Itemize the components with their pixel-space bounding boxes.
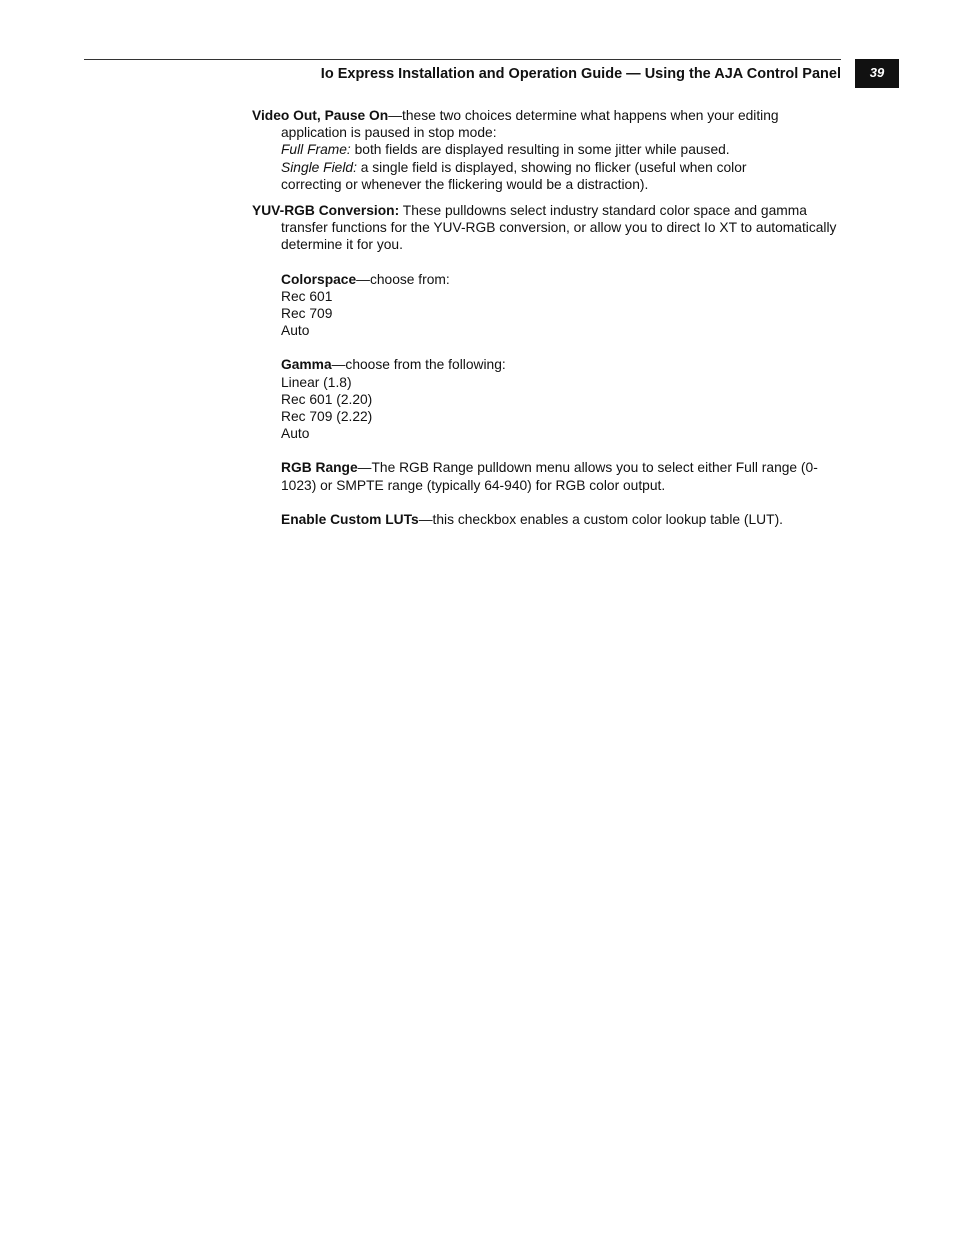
colorspace-option: Rec 709 [281,306,333,322]
page-number-badge: 39 [855,59,899,88]
spacer [252,193,872,202]
colorspace-option: Auto [281,323,310,339]
rgb-range-desc: —The RGB Range pulldown menu allows you to select either Full range (0- [357,460,818,476]
colorspace-option: Rec 601 [281,288,333,304]
yuv-rgb-desc: These pulldowns select industry standard color space and gamma [399,203,807,219]
custom-luts-line [281,511,872,528]
colorspace-desc: —choose from: [356,271,450,287]
spacer [281,339,872,356]
running-header-title: Io Express Installation and Operation Guide — Using the AJA Control Panel [320,66,841,82]
full-frame-label: Full Frame: [281,142,351,158]
gamma-heading [281,356,872,373]
video-out-desc-cont: application is paused in stop mode: [281,125,497,141]
video-out-desc: —these two choices determine what happens when your editing [388,108,779,123]
spacer [281,494,872,511]
video-out-term: Video Out, Pause On [252,108,389,123]
gamma-desc: —choose from the following: [331,357,506,373]
gamma-term: Gamma [281,357,332,373]
gamma-option: Linear (1.8) [281,374,352,390]
yuv-rgb-entry [252,202,872,528]
yuv-rgb-desc-cont2: determine it for you. [281,237,403,253]
rgb-range-first-line [281,459,872,476]
rgb-range-term: RGB Range [281,460,358,476]
gamma-option: Auto [281,426,310,442]
custom-luts-block [281,511,872,528]
gamma-option: Rec 709 (2.22) [281,409,373,425]
video-out-details [281,124,872,193]
yuv-rgb-desc-cont1: transfer functions for the YUV-RGB conversion, or allow you to direct Io XT to automatically [281,220,837,236]
single-field-label: Single Field: [281,159,357,175]
rgb-range-block [281,459,872,493]
spacer [281,442,872,459]
rgb-range-desc-cont: 1023) or SMPTE range (typically 64-940) for RGB color output. [281,477,666,493]
spacer [281,254,872,271]
single-field-cont: correcting or whenever the flickering would be a distraction). [281,176,649,192]
full-frame-line [281,141,872,158]
yuv-rgb-term: YUV-RGB Conversion: [252,203,400,219]
gamma-block [281,356,872,442]
gamma-option: Rec 601 (2.20) [281,391,373,407]
single-field-line [281,159,872,176]
full-frame-text: both fields are displayed resulting in some jitter while paused. [350,142,730,158]
document-body [252,107,872,528]
header-rule [84,59,841,60]
colorspace-term: Colorspace [281,271,357,287]
custom-luts-desc: —this checkbox enables a custom color lookup table (LUT). [418,511,783,527]
video-out-entry [252,107,872,193]
single-field-text: a single field is displayed, showing no flicker (useful when color [356,159,747,175]
video-out-first-line [252,107,872,124]
colorspace-heading [281,271,872,288]
yuv-rgb-first-line [252,202,872,219]
yuv-rgb-details [281,219,872,528]
custom-luts-term: Enable Custom LUTs [281,511,419,527]
colorspace-block [281,271,872,340]
